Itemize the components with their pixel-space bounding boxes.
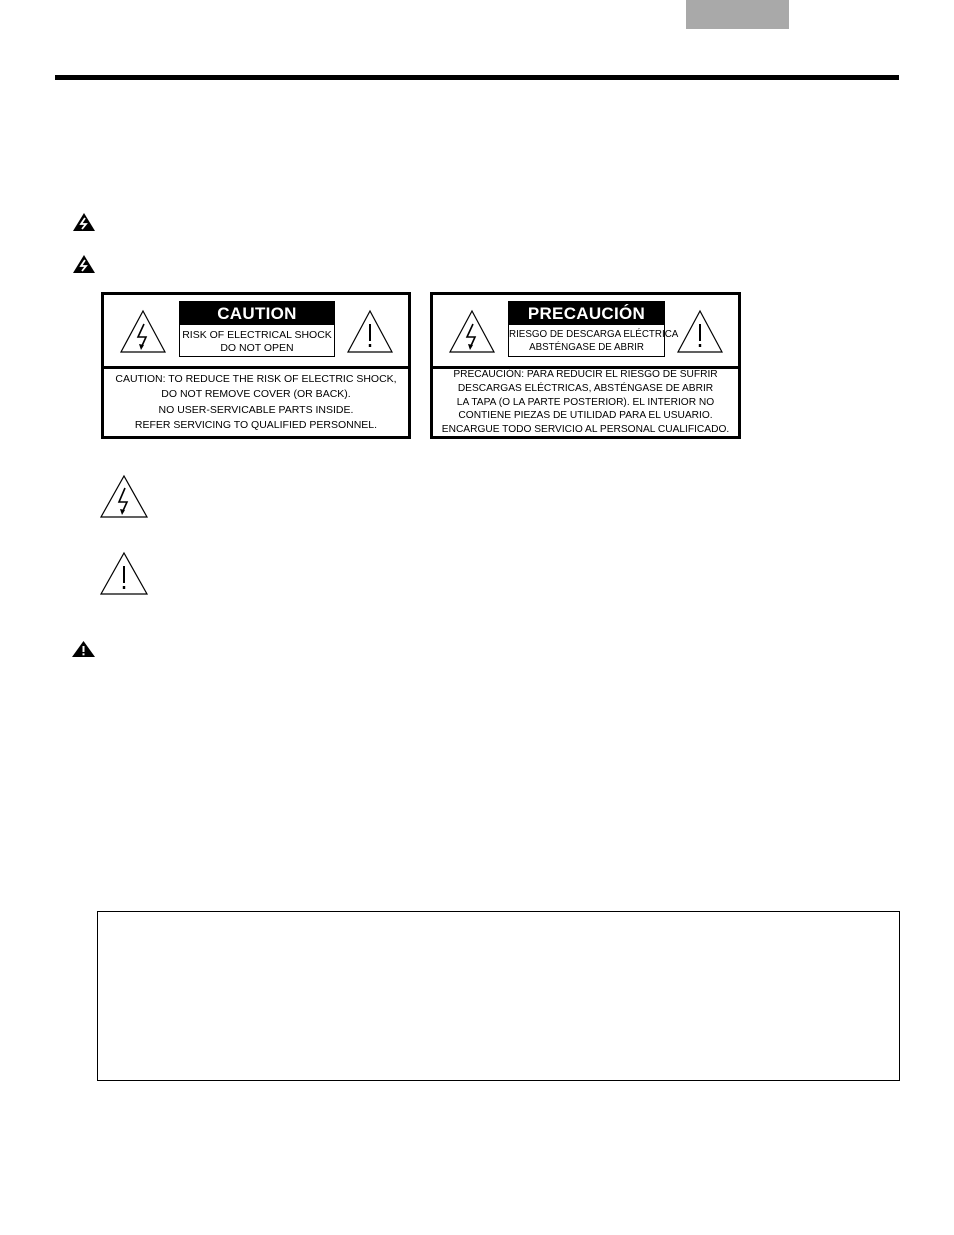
lightning-warning-icon: [119, 309, 167, 354]
caution-body-line: NO USER-SERVICABLE PARTS INSIDE.: [158, 403, 354, 416]
precaucion-body-line: DESCARGAS ELÉCTRICAS, ABSTÉNGASE DE ABRIR: [457, 382, 714, 394]
lightning-warning-icon: [99, 474, 149, 519]
exclamation-warning-icon: [676, 309, 724, 354]
caution-body-line: DO NOT REMOVE COVER (OR BACK).: [161, 388, 351, 401]
lightning-warning-icon: [448, 309, 496, 354]
small-shock-warning-icon: [72, 212, 96, 232]
exclamation-warning-icon: [346, 309, 394, 354]
precaucion-body-line: ENCARGUE TODO SERVICIO AL PERSONAL CUALIFICADO.: [441, 424, 730, 436]
precaucion-label-header: [433, 295, 738, 369]
caution-label-header: [104, 295, 408, 369]
precaucion-body-line: LA TAPA (O LA PARTE POSTERIOR). EL INTERIOR NO: [456, 396, 715, 408]
caution-body-line: CAUTION: TO REDUCE THE RISK OF ELECTRIC SHOCK,: [115, 372, 397, 385]
precaucion-warning-line: ABSTÉNGASE DE ABRIR: [529, 341, 644, 353]
caution-title: CAUTION: [180, 302, 334, 325]
precaucion-title: PRECAUCIÓN: [509, 302, 664, 325]
precaucion-body-text: [433, 369, 738, 436]
caution-body-line: REFER SERVICING TO QUALIFIED PERSONNEL.: [134, 418, 378, 431]
precaucion-label: [430, 292, 741, 439]
caution-label: [101, 292, 411, 439]
precaucion-warning-line: RIESGO DE DESCARGA ELÉCTRICA: [509, 329, 679, 340]
precaucion-body-line: CONTIENE PIEZAS DE UTILIDAD PARA EL USUARIO.: [458, 410, 713, 422]
caution-body-text: [104, 369, 408, 436]
precaucion-warning-box: [508, 301, 679, 357]
precaucion-body-line: PRECAUCIÓN: PARA REDUCIR EL RIESGO DE SUFRIR: [453, 369, 718, 381]
caution-warning-line: RISK OF ELECTRICAL SHOCK: [182, 329, 332, 341]
small-shock-warning-icon: [72, 254, 96, 274]
exclamation-warning-icon: [99, 551, 149, 596]
page-tab-marker: [686, 0, 789, 29]
filled-caution-icon: [71, 640, 96, 658]
notice-box: [97, 911, 900, 1081]
caution-warning-box: [179, 301, 335, 357]
caution-warning-line: DO NOT OPEN: [220, 341, 294, 354]
top-rule-divider: [55, 75, 899, 80]
